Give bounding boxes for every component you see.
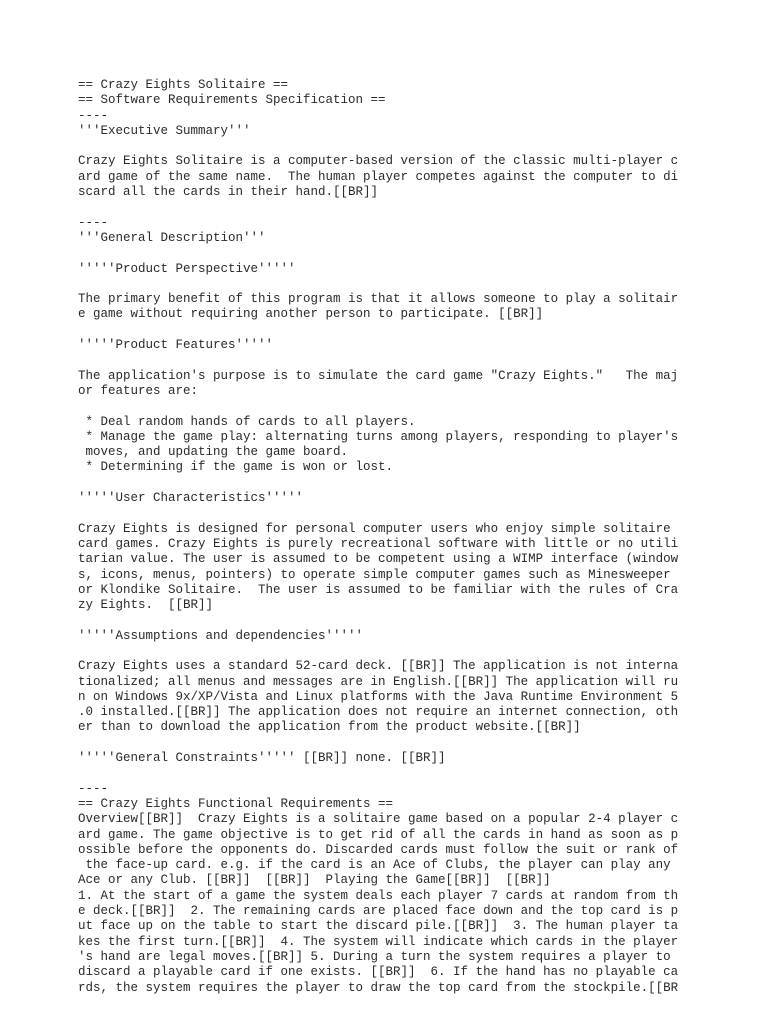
document-line bbox=[78, 506, 698, 521]
document-line: er than to download the application from the product website.[[BR]] bbox=[78, 720, 581, 735]
document-line: * Manage the game play: alternating turns among players, responding to player's bbox=[78, 429, 679, 444]
document-line: s, icons, menus, pointers) to operate simple computer games such as Minesweeper bbox=[78, 567, 671, 582]
document-line: ut face up on the table to start the discard pile.[[BR]] 3. The human player ta bbox=[78, 919, 679, 934]
document-line: e deck.[[BR]] 2. The remaining cards are placed face down and the top card is p bbox=[78, 904, 679, 919]
document-line bbox=[78, 736, 698, 751]
document-line: zy Eights. [[BR]] bbox=[78, 598, 214, 613]
document-line: '''''General Constraints''''' [[BR]] none. [[BR]] bbox=[78, 751, 446, 766]
document-line bbox=[78, 476, 698, 491]
document-line: the face-up card. e.g. if the card is an Ace of Clubs, the player can play any bbox=[78, 858, 671, 873]
document-line bbox=[78, 766, 698, 781]
document-line: Overview[[BR]] Crazy Eights is a solitaire game based on a popular 2-4 player c bbox=[78, 812, 679, 827]
document-line: ard game. The game objective is to get rid of all the cards in hand as soon as p bbox=[78, 827, 679, 842]
document-line: ---- bbox=[78, 215, 109, 230]
document-line: 1. At the start of a game the system deals each player 7 cards at random from th bbox=[78, 888, 679, 903]
document-line: The primary benefit of this program is that it allows someone to play a solitair bbox=[78, 292, 679, 307]
document-line: '''General Description''' bbox=[78, 230, 266, 245]
document-line: tionalized; all menus and messages are in English.[[BR]] The application will ru bbox=[78, 674, 679, 689]
document-line: == Crazy Eights Functional Requirements == bbox=[78, 796, 394, 811]
document-line: '''''Assumptions and dependencies''''' bbox=[78, 628, 364, 643]
document-line: '''''Product Perspective''''' bbox=[78, 261, 296, 276]
document-line: ---- bbox=[78, 108, 109, 123]
document-line: The application's purpose is to simulate the card game "Crazy Eights." The maj bbox=[78, 368, 679, 383]
document-line: Crazy Eights uses a standard 52-card deck. [[BR]] The application is not interna bbox=[78, 659, 679, 674]
document-line: ossible before the opponents do. Discarded cards must follow the suit or rank of bbox=[78, 842, 679, 857]
document-line bbox=[78, 613, 698, 628]
document-line: or features are: bbox=[78, 383, 199, 398]
document-line bbox=[78, 644, 698, 659]
document-line: '''''User Characteristics''''' bbox=[78, 491, 304, 506]
document-line: or Klondike Solitaire. The user is assumed to be familiar with the rules of Cra bbox=[78, 582, 679, 597]
document-line: '''Executive Summary''' bbox=[78, 123, 251, 138]
document-line: Ace or any Club. [[BR]] [[BR]] Playing the Game[[BR]] [[BR]] bbox=[78, 873, 551, 888]
document-line: .0 installed.[[BR]] The application does not require an internet connection, oth bbox=[78, 705, 679, 720]
document-line bbox=[78, 200, 698, 215]
document-line: ---- bbox=[78, 781, 109, 796]
document-line: == Software Requirements Specification == bbox=[78, 93, 386, 108]
document-line: * Determining if the game is won or lost. bbox=[78, 460, 394, 475]
document-line: moves, and updating the game board. bbox=[78, 445, 349, 460]
document-line bbox=[78, 139, 698, 154]
document-line: 's hand are legal moves.[[BR]] 5. During a turn the system requires a player to bbox=[78, 949, 671, 964]
document-line: card games. Crazy Eights is purely recreational software with little or no utili bbox=[78, 536, 679, 551]
document-line: tarian value. The user is assumed to be competent using a WIMP interface (window bbox=[78, 552, 679, 567]
document-line: Crazy Eights Solitaire is a computer-based version of the classic multi-player c bbox=[78, 154, 679, 169]
document-line: '''''Product Features''''' bbox=[78, 338, 274, 353]
document-line: * Deal random hands of cards to all players. bbox=[78, 414, 416, 429]
document-line: n on Windows 9x/XP/Vista and Linux platforms with the Java Runtime Environment 5 bbox=[78, 689, 679, 704]
document-line: rds, the system requires the player to draw the top card from the stockpile.[[BR bbox=[78, 980, 679, 995]
document-line: kes the first turn.[[BR]] 4. The system will indicate which cards in the player bbox=[78, 934, 679, 949]
document-line bbox=[78, 277, 698, 292]
document-line: Crazy Eights is designed for personal computer users who enjoy simple solitaire bbox=[78, 521, 671, 536]
document-line bbox=[78, 353, 698, 368]
document-line: scard all the cards in their hand.[[BR]] bbox=[78, 185, 379, 200]
document-line: e game without requiring another person to participate. [[BR]] bbox=[78, 307, 544, 322]
document-body bbox=[78, 78, 698, 996]
document-line: discard a playable card if one exists. [[BR]] 6. If the hand has no playable ca bbox=[78, 965, 679, 980]
document-line bbox=[78, 246, 698, 261]
document-line bbox=[78, 399, 698, 414]
document-line: ard game of the same name. The human player competes against the computer to di bbox=[78, 169, 679, 184]
document-line bbox=[78, 323, 698, 338]
document-line: == Crazy Eights Solitaire == bbox=[78, 78, 289, 92]
